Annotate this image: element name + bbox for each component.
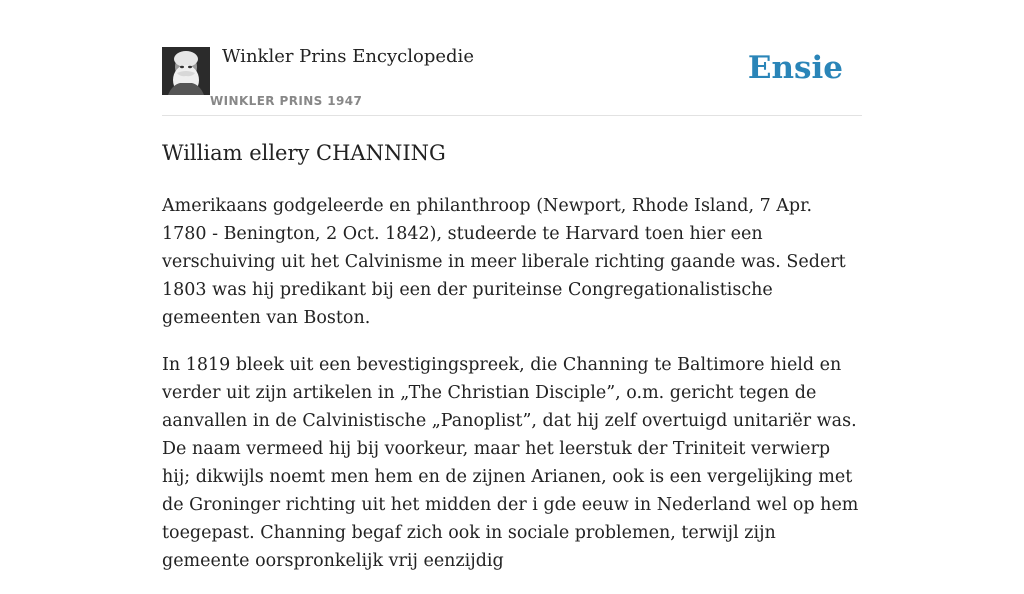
site-header <box>162 0 862 116</box>
portrait-icon <box>162 47 210 95</box>
article-paragraph: In 1819 bleek uit een bevestigingspreek, die Channing te Baltimore hield en verder uit zijn artikelen in „The Christian Disciple”, o.m. gericht tegen de aanvallen in de Calvinistische „Panoplist”, dat hij zelf overtuigd unitariër was. De naam vermeed hij bij voorkeur, maar het leerstuk der Triniteit verwierp hij; dikwijls noemt men hem en de zijnen Arianen, ook is een vergelijking met de Groninger richting uit het midden der i gde eeuw in Nederland wel op hem toegepast. Channing begaf zich ook in sociale problemen, terwijl zijn gemeente oorspronkelijk vrij eenzijdig <box>162 355 859 571</box>
portrait-avatar[interactable] <box>162 47 210 95</box>
page-container <box>162 0 862 571</box>
article-paragraph: Amerikaans godgeleerde en philanthroop (Newport, Rhode Island, 7 Apr. 1780 - Benington, 2 Oct. 1842), studeerde te Harvard toen hier een verschuiving uit het Calvinisme in meer liberale richting gaande was. Sedert 1803 was hij predikant bij een der puriteinse Congregationalistische gemeenten van Boston. <box>162 196 846 328</box>
brand-logo[interactable]: Ensie <box>747 50 843 86</box>
article-body <box>162 192 862 594</box>
site-title[interactable]: Winkler Prins Encyclopedie <box>222 46 474 67</box>
site-subtitle[interactable]: WINKLER PRINS 1947 <box>210 94 363 108</box>
article-title: William ellery CHANNING <box>162 141 446 165</box>
